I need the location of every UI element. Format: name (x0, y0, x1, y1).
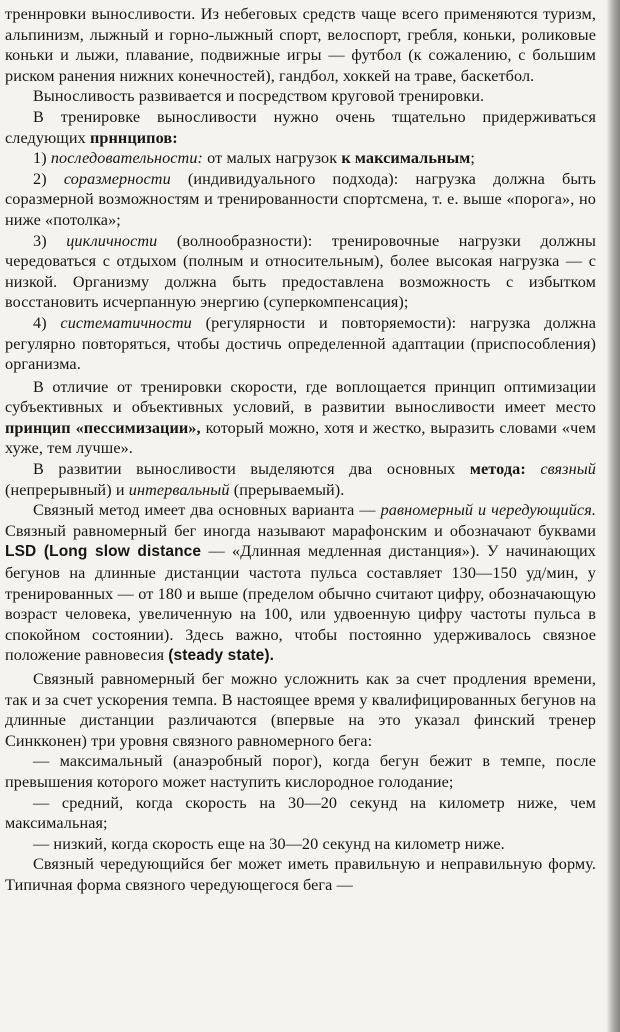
text-run: прннципов: (89, 128, 178, 147)
text-run: Связный чередующийся бег может иметь правильную и неправильную форму. Типичная форма связного чередующегося бега — (5, 855, 596, 894)
text-run: (волнообразности): тренировочные нагрузки должны чередоваться с отдыхом (полным и относительным), более высокая нагрузка — с низкой. Организму должна быть предоставлена возможность с избытком восстановить исчерпанную энергию (суперкомпенсация); (5, 231, 596, 312)
text-body (5, 4, 596, 896)
text-run: — низкий, когда скорость еще на 30—20 секунд на километр ниже. (33, 834, 505, 853)
paragraph-p02 (5, 86, 596, 107)
text-run: (регулярности и повторяемости): нагрузка должна регулярно повторяться, чтобы достичь определенной адаптации (приспособления) организма. (5, 313, 596, 374)
paragraph-p15 (5, 854, 596, 895)
text-run: соразмерности (63, 169, 171, 188)
paragraph-p01 (5, 4, 596, 86)
text-run: (непрерывный) и (5, 480, 129, 499)
text-run: (индивидуального подхода): нагрузка должна быть соразмерной возможностям и тренированности спортсмена, т. е. выше «порога», но ниже «потолка»; (5, 169, 596, 229)
paragraph-p13 (5, 793, 596, 834)
text-run: треннровки выносливости. Из небеговых средств чаще всего применяются туризм, альпинизм, лыжный и горно-лыжный спорт, велоспорт, гребля, коньки, роликовые коньки и лыжи, плавание, подвижные игры — футбол (к сожалению, с большим риском ранения нижних конечностей), гандбол, хоккей на траве, баскетбол. (5, 5, 596, 85)
text-run: метода: (469, 460, 526, 479)
text-run: (прерываемый). (229, 480, 345, 499)
text-run: 1) (33, 149, 51, 168)
text-run: В тренировке выносливости нужно очень тщательно придерживаться следующих (5, 107, 596, 147)
text-run: — «Длинная медленная дистанция»). У начинающих бегунов на длинные дистанции частота пульса составляет 130—150 уд/мин, у тренированных — от 180 и выше (пределом обычно считают цифру, обозначающую возраст человека, увеличенную на 100, или удвоенную цифру частоты пульса в спокойном состоянии). Здесь важно, чтобы постоянно удерживалось связное положение равновесия (5, 542, 596, 665)
paragraph-p05 (5, 169, 596, 231)
paragraph-p06 (5, 231, 596, 313)
paragraph-p10 (5, 500, 596, 667)
text-run: последовательности: (50, 149, 204, 168)
text-run: В отличие от тренировки скорости, где воплощается принцип оптимизации субъективных и объективных условий, в развитии выносливости имеет место (5, 377, 596, 417)
paragraph-p04 (5, 148, 596, 169)
text-run: 3) (33, 231, 67, 250)
text-run: интервальный (128, 480, 230, 499)
text-run: 2) (33, 169, 64, 188)
text-run: от малых нагрузок (203, 149, 342, 168)
text-run: Связный метод имеет два основных варианта — (33, 501, 381, 520)
text-run: Связный равномерный бег иногда называют марафонским и обозначают буквами (5, 521, 596, 540)
text-run: — средний, когда скорость на 30—20 секунд на километр ниже, чем максимальная; (5, 793, 596, 833)
scan-edge-shadow (606, 0, 620, 1032)
paragraph-p03 (5, 107, 596, 148)
text-run: 4) (33, 313, 61, 332)
text-run: цикличности (66, 231, 158, 250)
text-run: — максимальный (анаэробный порог), когда бегун бежит в темпе, после превышения которого может наступить кислородное голодание; (5, 752, 596, 791)
text-run: к максимальным (341, 149, 471, 168)
paragraph-p11 (5, 669, 596, 751)
text-run: (steady state). (168, 647, 275, 665)
paragraph-p14 (5, 834, 596, 855)
text-run: который можно, хотя и жестко, выразить словами «чем хуже, тем лучше». (5, 418, 596, 458)
text-run: принцип «пессимизации», (5, 418, 201, 437)
text-run: В развитии выносливости выделяются два основных (33, 460, 470, 479)
text-run: связный (540, 460, 596, 479)
text-run: Связный равномерный бег можно усложнить как за счет продления времени, так и за счет ускорения темпа. В настоящее время у квалифицированных бегунов на длинные дистанции различаются (впервые на это указал финский тренер Синкконен) три уровня связного равномерного бега: (5, 670, 596, 750)
text-run: Выносливость развивается и посредством круговой тренировки. (33, 87, 485, 106)
text-run: LSD (Long slow distance (5, 543, 202, 561)
text-run: систематичности (60, 313, 192, 332)
paragraph-p07 (5, 313, 596, 375)
text-run: равномерный и чередующийся. (380, 501, 596, 520)
text-run (526, 460, 541, 478)
paragraph-p09 (5, 459, 596, 500)
text-run: ; (470, 149, 475, 168)
paragraph-p12 (5, 751, 596, 792)
paragraph-p08 (5, 377, 596, 459)
